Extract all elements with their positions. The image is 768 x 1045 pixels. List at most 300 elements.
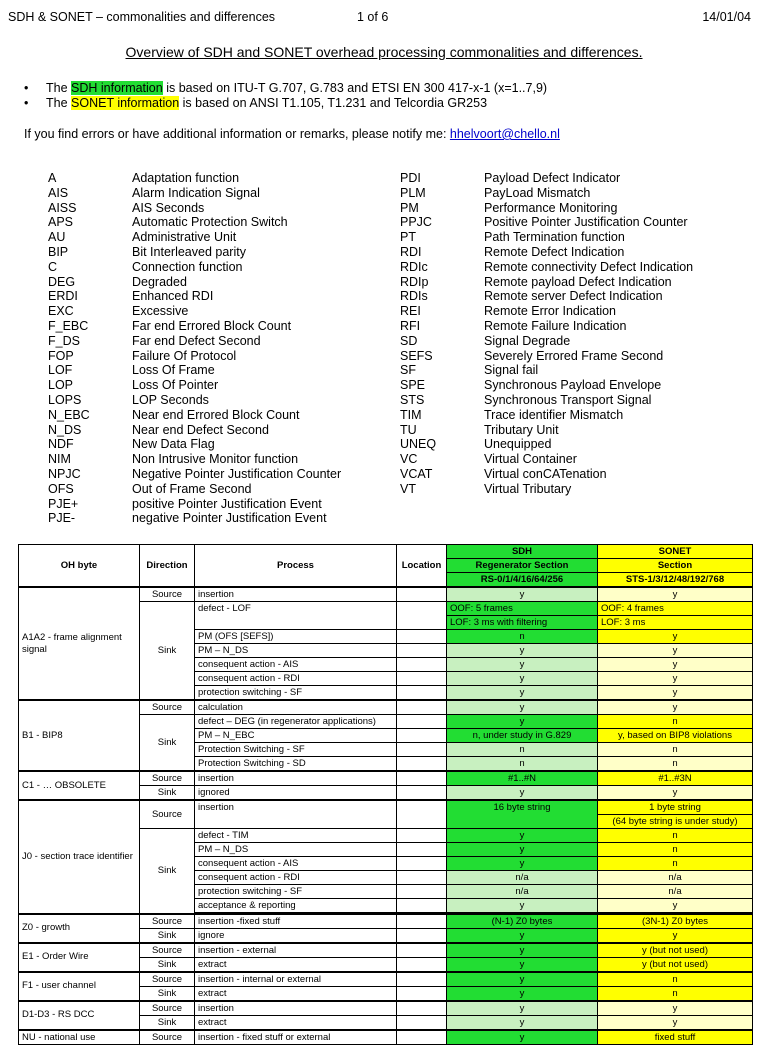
abbreviation-meaning: Signal Degrade: [484, 333, 571, 348]
abbreviation-meaning: AIS Seconds: [132, 200, 205, 215]
process-cell: PM – N_DS: [195, 843, 397, 857]
location-cell: [397, 986, 447, 1001]
sonet-cell: (64 byte string is under study): [598, 815, 753, 829]
location-cell: [397, 972, 447, 987]
notify-line: [24, 127, 560, 141]
abbreviation-meaning: Administrative Unit: [132, 230, 237, 245]
abbreviation-meaning: Remote Defect Indication: [484, 244, 625, 259]
header-left: SDH & SONET – commonalities and differences: [8, 10, 276, 24]
oh-byte-name: NU - national use: [19, 1030, 140, 1045]
process-cell: protection switching - SF: [195, 686, 397, 701]
sonet-cell: y (but not used): [598, 957, 753, 972]
abbreviation-row: [48, 511, 341, 526]
sonet-cell: y: [598, 672, 753, 686]
process-cell: Protection Switching - SD: [195, 757, 397, 772]
abbreviation-term: RDIs: [400, 289, 428, 304]
abbreviation-row: [400, 334, 693, 349]
abbreviation-meaning: Virtual Tributary: [484, 481, 572, 496]
location-cell: [397, 729, 447, 743]
location-cell: [397, 899, 447, 913]
abbreviation-meaning: Automatic Protection Switch: [132, 215, 288, 230]
abbreviation-term: SF: [400, 363, 416, 378]
abbreviation-term: OFS: [48, 481, 74, 496]
direction-cell: Source: [140, 1030, 195, 1045]
abbreviation-meaning: PayLoad Mismatch: [484, 185, 591, 200]
process-cell: PM – N_EBC: [195, 729, 397, 743]
abbreviation-term: PJE-: [48, 511, 76, 526]
sonet-cell: n/a: [598, 871, 753, 885]
sonet-cell: y: [598, 686, 753, 701]
abbreviation-term: LOP: [48, 378, 74, 393]
abbreviation-row: [400, 378, 693, 393]
email-link[interactable]: hhelvoort@chello.nl: [449, 127, 560, 141]
notify-text: If you find errors or have additional information or remarks, please notify me:: [24, 127, 450, 141]
header-date: 14/01/04: [702, 10, 751, 24]
abbreviation-term: PDI: [400, 171, 421, 185]
direction-cell: Sink: [140, 829, 195, 914]
abbreviation-list-right: [400, 171, 693, 497]
process-cell: ignore: [195, 928, 397, 943]
abbreviation-term: PM: [400, 200, 419, 215]
sonet-cell: y: [598, 700, 753, 715]
sonet-cell: y: [598, 899, 753, 913]
source-bullets: [24, 81, 547, 111]
abbreviation-meaning: Remote Error Indication: [484, 304, 617, 319]
abbreviation-meaning: Signal fail: [484, 363, 539, 378]
abbreviation-meaning: Severely Errored Frame Second: [484, 348, 664, 363]
location-cell: [397, 829, 447, 843]
abbreviation-meaning: Loss Of Pointer: [132, 378, 219, 393]
oh-byte-name: F1 - user channel: [19, 972, 140, 1001]
process-cell: extract: [195, 957, 397, 972]
abbreviation-row: [48, 482, 341, 497]
sdh-cell: 16 byte string: [447, 800, 598, 829]
bullet-sonet: [24, 96, 547, 111]
abbreviation-row: [48, 289, 341, 304]
abbreviation-meaning: Negative Pointer Justification Counter: [132, 466, 342, 481]
process-cell: insertion: [195, 771, 397, 786]
sonet-rates: STS-1/3/12/48/192/768: [598, 573, 753, 588]
abbreviation-term: AISS: [48, 200, 77, 215]
process-cell: calculation: [195, 700, 397, 715]
col-sdh: SDH: [447, 545, 598, 559]
location-cell: [397, 1001, 447, 1016]
abbreviation-meaning: Synchronous Payload Envelope: [484, 378, 662, 393]
sonet-cell: y (but not used): [598, 943, 753, 958]
sdh-cell: y: [447, 972, 598, 987]
process-cell: PM – N_DS: [195, 644, 397, 658]
direction-cell: Source: [140, 587, 195, 602]
direction-cell: Source: [140, 1001, 195, 1016]
location-cell: [397, 644, 447, 658]
direction-cell: Source: [140, 700, 195, 715]
sonet-cell: y, based on BIP8 violations: [598, 729, 753, 743]
abbreviation-meaning: Enhanced RDI: [132, 289, 214, 304]
abbreviation-row: [400, 408, 693, 423]
abbreviation-term: UNEQ: [400, 437, 437, 452]
location-cell: [397, 686, 447, 701]
abbreviation-term: C: [48, 259, 58, 274]
abbreviation-meaning: Alarm Indication Signal: [132, 185, 260, 200]
process-cell: ignored: [195, 786, 397, 801]
abbreviation-term: VCAT: [400, 466, 433, 481]
abbreviation-term: REI: [400, 304, 421, 319]
location-cell: [397, 715, 447, 729]
sdh-cell: y: [447, 899, 598, 913]
abbreviation-meaning: Far end Defect Second: [132, 333, 261, 348]
abbreviation-term: PJE+: [48, 496, 79, 511]
abbreviation-term: PT: [400, 230, 416, 245]
process-cell: insertion: [195, 1001, 397, 1016]
location-cell: [397, 1015, 447, 1030]
sdh-subheader: Regenerator Section: [447, 559, 598, 573]
abbreviation-row: [48, 171, 341, 186]
sdh-cell: y: [447, 943, 598, 958]
abbreviation-term: LOF: [48, 363, 73, 378]
process-cell: PM (OFS [SEFS]): [195, 630, 397, 644]
oh-byte-name: E1 - Order Wire: [19, 943, 140, 972]
abbreviation-meaning: Adaptation function: [132, 171, 240, 185]
abbreviation-term: N_DS: [48, 422, 82, 437]
abbreviation-term: AU: [48, 230, 66, 245]
abbreviation-row: [400, 393, 693, 408]
process-cell: Protection Switching - SF: [195, 743, 397, 757]
location-cell: [397, 1030, 447, 1045]
abbreviation-term: DEG: [48, 274, 76, 289]
oh-byte-name: Z0 - growth: [19, 914, 140, 943]
direction-cell: Source: [140, 943, 195, 958]
table-row: [19, 587, 753, 602]
bullet-text: The: [46, 96, 72, 110]
process-cell: insertion - external: [195, 943, 397, 958]
process-cell: insertion - internal or external: [195, 972, 397, 987]
overhead-table: [18, 544, 753, 1045]
location-cell: [397, 602, 447, 630]
sdh-cell: y: [447, 658, 598, 672]
abbreviation-term: EXC: [48, 304, 74, 319]
sdh-cell: y: [447, 857, 598, 871]
abbreviation-row: [48, 260, 341, 275]
abbreviation-term: F_DS: [48, 333, 80, 348]
abbreviation-row: [48, 408, 341, 423]
abbreviation-meaning: Performance Monitoring: [484, 200, 618, 215]
sdh-cell: y: [447, 1001, 598, 1016]
abbreviation-row: [400, 275, 693, 290]
sdh-cell: y: [447, 786, 598, 801]
abbreviation-meaning: Remote connectivity Defect Indication: [484, 259, 694, 274]
sdh-cell: n/a: [447, 885, 598, 899]
location-cell: [397, 957, 447, 972]
abbreviation-row: [400, 423, 693, 438]
abbreviation-meaning: Unequipped: [484, 437, 552, 452]
abbreviation-row: [400, 349, 693, 364]
abbreviation-term: NDF: [48, 437, 74, 452]
abbreviation-row: [48, 423, 341, 438]
abbreviation-meaning: Tributary Unit: [484, 422, 559, 437]
process-cell: insertion: [195, 587, 397, 602]
process-cell: consequent action - RDI: [195, 672, 397, 686]
sonet-cell: n/a: [598, 885, 753, 899]
abbreviation-row: [400, 452, 693, 467]
abbreviation-term: NPJC: [48, 466, 81, 481]
sonet-cell: y: [598, 644, 753, 658]
sdh-cell: y: [447, 644, 598, 658]
process-cell: consequent action - AIS: [195, 857, 397, 871]
sdh-cell: n: [447, 743, 598, 757]
col-sonet: SONET: [598, 545, 753, 559]
abbreviation-row: [400, 171, 693, 186]
oh-byte-name: A1A2 - frame alignment signal: [19, 587, 140, 700]
abbreviation-row: [48, 497, 341, 512]
abbreviation-term: ERDI: [48, 289, 78, 304]
location-cell: [397, 672, 447, 686]
table-row: [19, 943, 753, 958]
oh-byte-name: C1 - … OBSOLETE: [19, 771, 140, 800]
abbreviation-meaning: Non Intrusive Monitor function: [132, 452, 299, 467]
sonet-cell: n: [598, 986, 753, 1001]
col-process: Process: [195, 545, 397, 588]
abbreviation-row: [400, 289, 693, 304]
sonet-cell: n: [598, 972, 753, 987]
abbreviation-term: SEFS: [400, 348, 433, 363]
abbreviation-list-left: [48, 171, 341, 526]
abbreviation-row: [48, 437, 341, 452]
abbreviation-term: STS: [400, 392, 425, 407]
bullet-sdh: [24, 81, 547, 96]
direction-cell: Source: [140, 800, 195, 829]
abbreviation-term: AIS: [48, 185, 69, 200]
table-row: [19, 800, 753, 815]
abbreviation-row: [48, 245, 341, 260]
sdh-cell: n: [447, 630, 598, 644]
sdh-cell: y: [447, 700, 598, 715]
sonet-cell: y: [598, 786, 753, 801]
location-cell: [397, 771, 447, 786]
sdh-cell: y: [447, 715, 598, 729]
abbreviation-row: [48, 319, 341, 334]
abbreviation-row: [48, 378, 341, 393]
col-location: Location: [397, 545, 447, 588]
process-cell: insertion -fixed stuff: [195, 914, 397, 929]
table-row: [19, 700, 753, 715]
abbreviation-meaning: LOP Seconds: [132, 392, 209, 407]
abbreviation-meaning: Far end Errored Block Count: [132, 318, 292, 333]
bullet-text: The: [46, 81, 72, 95]
location-cell: [397, 914, 447, 929]
sdh-cell: y: [447, 843, 598, 857]
abbreviation-row: [400, 215, 693, 230]
sdh-cell: LOF: 3 ms with filtering: [447, 616, 598, 630]
sonet-cell: y: [598, 587, 753, 602]
sdh-cell: y: [447, 1030, 598, 1045]
abbreviation-row: [48, 349, 341, 364]
location-cell: [397, 587, 447, 602]
location-cell: [397, 871, 447, 885]
sdh-cell: OOF: 5 frames: [447, 602, 598, 616]
abbreviation-meaning: Positive Pointer Justification Counter: [484, 215, 688, 230]
abbreviation-meaning: Connection function: [132, 259, 243, 274]
abbreviation-term: NIM: [48, 452, 71, 467]
sdh-cell: y: [447, 829, 598, 843]
direction-cell: Sink: [140, 602, 195, 701]
abbreviation-meaning: Payload Defect Indicator: [484, 171, 621, 185]
process-cell: consequent action - AIS: [195, 658, 397, 672]
sonet-cell: n: [598, 843, 753, 857]
abbreviation-term: VC: [400, 452, 418, 467]
process-cell: insertion - fixed stuff or external: [195, 1030, 397, 1045]
process-cell: extract: [195, 1015, 397, 1030]
direction-cell: Sink: [140, 986, 195, 1001]
oh-byte-name: D1-D3 - RS DCC: [19, 1001, 140, 1030]
abbreviation-meaning: Out of Frame Second: [132, 481, 252, 496]
sdh-cell: y: [447, 672, 598, 686]
sonet-cell: #1..#3N: [598, 771, 753, 786]
abbreviation-term: FOP: [48, 348, 74, 363]
direction-cell: Source: [140, 972, 195, 987]
abbreviation-row: [400, 304, 693, 319]
abbreviation-meaning: Degraded: [132, 274, 187, 289]
location-cell: [397, 943, 447, 958]
sonet-cell: y: [598, 1015, 753, 1030]
page-title: Overview of SDH and SONET overhead processing commonalities and differences.: [125, 44, 643, 60]
location-cell: [397, 885, 447, 899]
process-cell: protection switching - SF: [195, 885, 397, 899]
abbreviation-row: [48, 215, 341, 230]
table-row: [19, 771, 753, 786]
location-cell: [397, 843, 447, 857]
abbreviation-meaning: negative Pointer Justification Event: [132, 511, 327, 526]
abbreviation-term: APS: [48, 215, 74, 230]
abbreviation-row: [48, 334, 341, 349]
col-oh-byte: OH byte: [19, 545, 140, 588]
location-cell: [397, 786, 447, 801]
sdh-highlight: SDH information: [71, 81, 163, 95]
abbreviation-row: [48, 275, 341, 290]
abbreviation-term: PPJC: [400, 215, 432, 230]
location-cell: [397, 743, 447, 757]
abbreviation-meaning: Virtual conCATenation: [484, 466, 607, 481]
abbreviation-term: SPE: [400, 378, 426, 393]
sdh-cell: y: [447, 1015, 598, 1030]
abbreviation-meaning: Remote payload Defect Indication: [484, 274, 672, 289]
abbreviation-meaning: Virtual Container: [484, 452, 577, 467]
sonet-cell: (3N-1) Z0 bytes: [598, 914, 753, 929]
location-cell: [397, 857, 447, 871]
abbreviation-row: [400, 201, 693, 216]
abbreviation-row: [48, 452, 341, 467]
abbreviation-row: [48, 230, 341, 245]
abbreviation-meaning: Loss Of Frame: [132, 363, 215, 378]
sonet-cell: n: [598, 715, 753, 729]
abbreviation-row: [400, 467, 693, 482]
sonet-cell: n: [598, 857, 753, 871]
direction-cell: Sink: [140, 928, 195, 943]
location-cell: [397, 757, 447, 772]
sdh-cell: (N-1) Z0 bytes: [447, 914, 598, 929]
abbreviation-row: [48, 393, 341, 408]
direction-cell: Sink: [140, 786, 195, 801]
abbreviation-term: A: [48, 171, 57, 185]
process-cell: defect - LOF: [195, 602, 397, 630]
sdh-cell: #1..#N: [447, 771, 598, 786]
location-cell: [397, 700, 447, 715]
abbreviation-row: [48, 201, 341, 216]
location-cell: [397, 928, 447, 943]
abbreviation-row: [400, 437, 693, 452]
sdh-cell: y: [447, 986, 598, 1001]
abbreviation-row: [48, 186, 341, 201]
abbreviation-term: TU: [400, 422, 417, 437]
oh-byte-name: B1 - BIP8: [19, 700, 140, 771]
sonet-cell: y: [598, 658, 753, 672]
abbreviation-meaning: Remote Failure Indication: [484, 318, 627, 333]
oh-byte-name: J0 - section trace identifier: [19, 800, 140, 914]
abbreviation-meaning: Failure Of Protocol: [132, 348, 237, 363]
sonet-cell: y: [598, 1001, 753, 1016]
sonet-cell: OOF: 4 frames: [598, 602, 753, 616]
direction-cell: Sink: [140, 1015, 195, 1030]
sonet-cell: fixed stuff: [598, 1030, 753, 1045]
abbreviation-meaning: Excessive: [132, 304, 189, 319]
abbreviation-row: [400, 230, 693, 245]
process-cell: defect – DEG (in regenerator applications): [195, 715, 397, 729]
abbreviation-row: [400, 319, 693, 334]
sdh-cell: n: [447, 757, 598, 772]
direction-cell: Sink: [140, 715, 195, 772]
sdh-cell: n, under study in G.829: [447, 729, 598, 743]
abbreviation-row: [400, 245, 693, 260]
sonet-cell: n: [598, 757, 753, 772]
abbreviation-term: TIM: [400, 407, 422, 422]
location-cell: [397, 630, 447, 644]
sonet-cell: y: [598, 928, 753, 943]
abbreviation-term: RFI: [400, 318, 421, 333]
sdh-cell: n/a: [447, 871, 598, 885]
abbreviation-term: RDIc: [400, 259, 428, 274]
sonet-cell: 1 byte string: [598, 800, 753, 815]
process-cell: extract: [195, 986, 397, 1001]
abbreviation-term: BIP: [48, 244, 69, 259]
abbreviation-term: RDIp: [400, 274, 429, 289]
abbreviation-meaning: Trace identifier Mismatch: [484, 407, 624, 422]
abbreviation-meaning: Path Termination function: [484, 230, 625, 245]
abbreviation-term: LOPS: [48, 392, 82, 407]
abbreviation-term: VT: [400, 481, 416, 496]
sonet-cell: n: [598, 829, 753, 843]
abbreviation-row: [400, 482, 693, 497]
abbreviation-meaning: Near end Errored Block Count: [132, 407, 300, 422]
direction-cell: Sink: [140, 957, 195, 972]
page-number: 1 of 6: [357, 10, 389, 24]
sonet-highlight: SONET information: [71, 96, 180, 110]
direction-cell: Source: [140, 914, 195, 929]
abbreviation-row: [48, 467, 341, 482]
process-cell: insertion: [195, 800, 397, 829]
process-cell: defect - TIM: [195, 829, 397, 843]
sdh-cell: y: [447, 928, 598, 943]
abbreviation-row: [400, 186, 693, 201]
col-direction: Direction: [140, 545, 195, 588]
location-cell: [397, 800, 447, 829]
process-cell: acceptance & reporting: [195, 899, 397, 913]
abbreviation-meaning: Bit Interleaved parity: [132, 244, 246, 259]
abbreviation-row: [400, 363, 693, 378]
bullet-text: is based on ITU-T G.707, G.783 and ETSI EN 300 417-x-1 (x=1..7,9): [162, 81, 548, 95]
abbreviation-row: [48, 304, 341, 319]
bullet-text: is based on ANSI T1.105, T1.231 and Telcordia GR253: [179, 96, 488, 110]
sdh-cell: y: [447, 686, 598, 701]
table-row: [19, 972, 753, 987]
